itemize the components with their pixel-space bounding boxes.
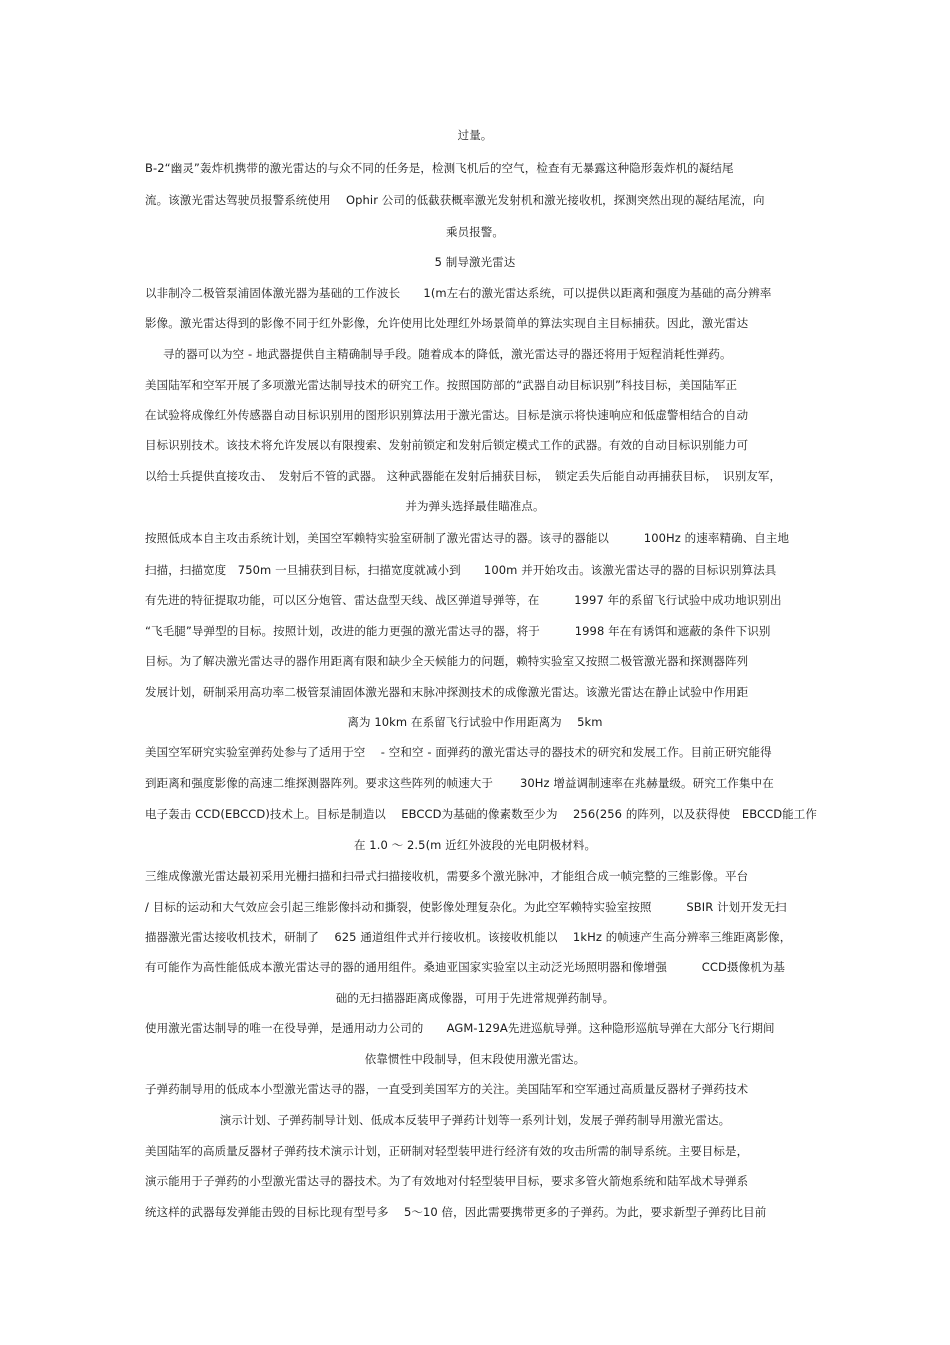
text-line: 在 1.0 ～ 2.5(m 近红外波段的光电阴极材料。 (353, 838, 597, 852)
text-line: 扫描，扫描宽度 750m 一旦捕获到目标，扫描宽度就减小到 100m 并开始攻击。该激光雷达寻的器的目标识别算法具 (145, 563, 777, 577)
text-line: 有可能作为高性能低成本激光雷达寻的器的通用组件。桑迪亚国家实验室以主动泛光场照明器和像增强 CCD摄像机为基 (145, 960, 786, 974)
text-line: 以给士兵提供直接攻击、 发射后不管的武器。 这种武器能在发射后捕获目标， 锁定丢失后能自动再捕获目标， 识别友军， (145, 469, 782, 483)
text-line: 离为 10km 在系留飞行试验中作用距离为 5km (347, 715, 603, 729)
text-line: 依靠惯性中段制导，但末段使用激光雷达。 (364, 1052, 586, 1066)
text-line: 美国空军研究实验室弹药处参与了适用于空 - 空和空 - 面弹药的激光雷达寻的器技术的研究和发展工作。目前正研究能得 (145, 745, 772, 759)
text-line: 演示能用于子弹药的小型激光雷达寻的器技术。为了有效地对付轻型装甲目标，要求多管火箭炮系统和陆军战术导弹系 (145, 1174, 749, 1188)
text-line: “飞毛腿”导弹型的目标。按照计划，改进的能力更强的激光雷达寻的器，将于 1998 年在有诱饵和遮蔽的条件下识别 (145, 624, 771, 638)
text-line: 到距离和强度影像的高速二维探测器阵列。要求这些阵列的帧速大于 30Hz 增益调制速率在兆赫量级。研究工作集中在 (145, 776, 774, 790)
text-line: 描器激光雷达接收机技术，研制了 625 通道组件式并行接收机。该接收机能以 1kHz 的帧速产生高分辨率三维距离影像， (145, 930, 792, 944)
text-line: 目标识别技术。该技术将允许发展以有限搜索、发射前锁定和发射后锁定模式工作的武器。有效的自动目标识别能力可 (145, 438, 749, 452)
text-line: 电子轰击 CCD(EBCCD)技术上。目标是制造以 EBCCD为基础的像素数至少为 256(256 的阵列，以及获得使 EBCCD能工作 (145, 807, 817, 821)
text-line: 有先进的特征提取功能，可以区分炮管、雷达盘型天线、战区弹道导弹等，在 1997 年的系留飞行试验中成功地识别出 (145, 593, 782, 607)
text-line: 过量。 (457, 128, 493, 142)
text-line: B-2“幽灵”轰炸机携带的激光雷达的与众不同的任务是，检测飞机后的空气，检查有无暴露这种隐形轰炸机的凝结尾 (145, 161, 734, 175)
text-line: / 目标的运动和大气效应会引起三维影像抖动和撕裂，使影像处理复杂化。为此空军赖特实验室按照 SBIR 计划开发无扫 (145, 900, 787, 914)
text-line: 流。该激光雷达驾驶员报警系统使用 Ophir 公司的低截获概率激光发射机和激光接收机，探测突然出现的凝结尾流，向 (145, 193, 765, 207)
text-line: 演示计划、子弹药制导计划、低成本反装甲子弹药计划等一系列计划，发展子弹药制导用激光雷达。 (219, 1113, 731, 1127)
text-line: 统这样的武器每发弹能击毁的目标比现有型号多 5～10 倍，因此需要携带更多的子弹药。为此，要求新型子弹药比目前 (145, 1205, 767, 1219)
text-line: 并为弹头选择最佳瞄准点。 (405, 499, 545, 513)
text-line: 在试验将成像红外传感器自动目标识别用的图形识别算法用于激光雷达。目标是演示将快速响应和低虚警相结合的自动 (145, 408, 749, 422)
text-line: 寻的器可以为空 - 地武器提供自主精确制导手段。随着成本的降低，激光雷达寻的器还将用于短程消耗性弹药。 (163, 347, 732, 361)
text-line: 三维成像激光雷达最初采用光栅扫描和扫帚式扫描接收机，需要多个激光脉冲，才能组合成一帧完整的三维影像。平台 (145, 869, 749, 883)
text-line: 使用激光雷达制导的唯一在役导弹，是通用动力公司的 AGM-129A先进巡航导弹。这种隐形巡航导弹在大部分飞行期间 (145, 1021, 775, 1035)
text-line: 以非制冷二极管泵浦固体激光器为基础的工作波长 1(m左右的激光雷达系统，可以提供以距离和强度为基础的高分辨率 (145, 286, 772, 300)
section-heading: 5 制导激光雷达 (434, 255, 516, 269)
text-line: 子弹药制导用的低成本小型激光雷达寻的器，一直受到美国军方的关注。美国陆军和空军通过高质量反器材子弹药技术 (145, 1082, 749, 1096)
text-line: 影像。激光雷达得到的影像不同于红外影像，允许使用比处理红外场景简单的算法实现自主目标捕获。因此，激光雷达 (145, 316, 749, 330)
text-line: 按照低成本自主攻击系统计划，美国空军赖特实验室研制了激光雷达寻的器。该寻的器能以 100Hz 的速率精确、自主地 (145, 531, 790, 545)
text-line: 发展计划，研制采用高功率二极管泵浦固体激光器和末脉冲探测技术的成像激光雷达。该激光雷达在静止试验中作用距 (145, 685, 749, 699)
text-line: 美国陆军和空军开展了多项激光雷达制导技术的研究工作。按照国防部的“武器自动目标识别”科技目标，美国陆军正 (145, 378, 738, 392)
text-line: 础的无扫描器距离成像器，可用于先进常规弹药制导。 (335, 991, 615, 1005)
text-line: 美国陆军的高质量反器材子弹药技术演示计划，正研制对轻型装甲进行经济有效的攻击所需的制导系统。主要目标是， (145, 1144, 749, 1158)
text-line: 目标。为了解决激光雷达寻的器作用距离有限和缺少全天候能力的问题，赖特实验室又按照二极管激光器和探测器阵列 (145, 654, 749, 668)
text-line: 乘员报警。 (446, 225, 504, 239)
